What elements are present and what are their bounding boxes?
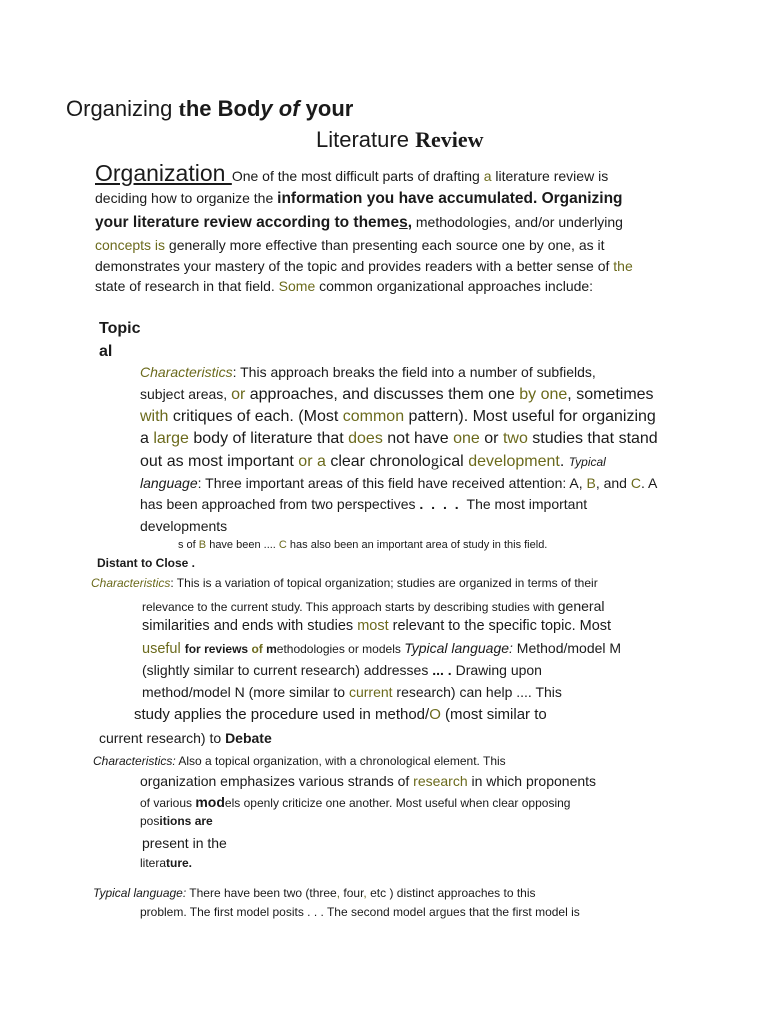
topical-line-4: a large body of literature that does not have one or two studies that stand xyxy=(140,430,658,447)
distant-line-8: current research) to Debate xyxy=(99,730,272,746)
debate-line-6: literature. xyxy=(140,856,193,870)
topical-line-2: subject areas, or approaches, and discusses them one by one, sometimes xyxy=(140,386,654,403)
debate-heading: Debate xyxy=(225,730,272,746)
distant-line-4: useful for reviews of methodologies or models Typical language: Method/model M xyxy=(142,640,622,657)
distant-line-1: Characteristics: This is a variation of topical organization; studies are organized in terms of their xyxy=(91,576,598,590)
distant-line-5: (slightly similar to current research) addresses ... . Drawing upon xyxy=(142,662,542,678)
debate-line-4: positions are xyxy=(140,814,213,828)
organization-line-6: state of research in that field. Some common organizational approaches include: xyxy=(95,278,594,294)
page-title-line2: Literature Review xyxy=(316,127,484,152)
distant-line-2: relevance to the current study. This approach starts by describing studies with general xyxy=(142,598,605,614)
debate-line-5: present in the xyxy=(142,835,227,851)
topical-line-9: s of B have been .... C has also been an important area of study in this field. xyxy=(178,539,548,551)
organization-line-2: deciding how to organize the information you have accumulated. Organizing xyxy=(95,190,623,207)
topical-line-1: Characteristics: This approach breaks the field into a number of subfields, xyxy=(140,364,596,380)
topical-line-6: language: Three important areas of this field have received attention: A, B, and C. A xyxy=(140,475,658,491)
organization-line-5: demonstrates your mastery of the topic and provides readers with a better sense of the xyxy=(95,258,633,274)
topical-line-7: has been approached from two perspectives . . . . The most important xyxy=(140,496,588,512)
debate-line-1: Characteristics: Also a topical organization, with a chronological element. This xyxy=(93,754,506,768)
organization-line-1: Organization One of the most difficult parts of drafting a literature review is xyxy=(95,160,609,186)
distant-heading: Distant to Close . xyxy=(97,556,196,570)
distant-line-6: method/model N (more similar to current research) can help .... This xyxy=(142,684,562,700)
topical-heading-line2: al xyxy=(99,343,113,360)
organization-line-4: concepts is generally more effective than presenting each source one by one, as it xyxy=(95,237,605,253)
distant-line-3: similarities and ends with studies most relevant to the specific topic. Most xyxy=(142,618,612,634)
page-title-line1: Organizing the Body of your xyxy=(66,96,354,121)
typical-line-1: Typical language: There have been two (three, four, etc ) distinct approaches to this xyxy=(93,886,536,900)
topical-line-5: out as most important or a clear chronological development. Typical xyxy=(140,453,606,470)
organization-heading: Organization xyxy=(95,160,232,186)
debate-line-2: organization emphasizes various strands of research in which proponents xyxy=(140,773,597,789)
topical-line-8: developments xyxy=(140,518,228,534)
organization-line-3: your literature review according to themes, methodologies, and/or underlying xyxy=(95,214,623,231)
topical-heading-line1: Topic xyxy=(99,320,141,337)
distant-line-7: study applies the procedure used in method/O (most similar to xyxy=(134,706,547,723)
typical-line-2: problem. The first model posits . . . The second model argues that the first model is xyxy=(140,905,580,919)
debate-line-3: of various models openly criticize one another. Most useful when clear opposing xyxy=(140,794,571,810)
topical-line-3: with critiques of each. (Most common pattern). Most useful for organizing xyxy=(140,408,656,425)
